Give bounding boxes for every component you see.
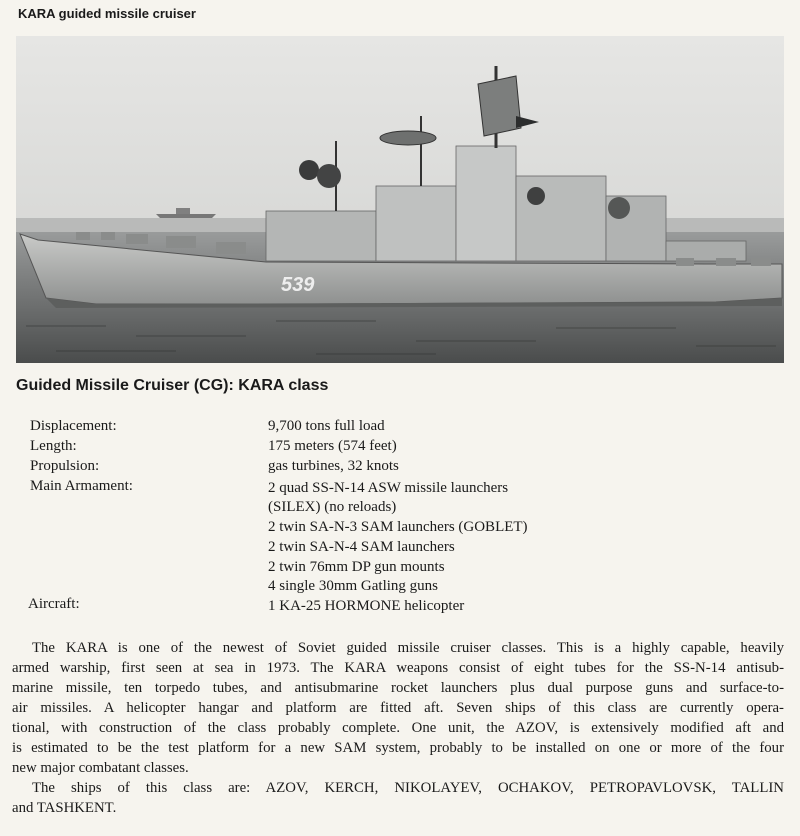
armament-item: 4 single 30mm Gatling guns xyxy=(268,578,438,594)
paragraph-line: marine missile, ten torpedo tubes, and antisubmarine rocket launchers plus dual purpose guns and surface-to- xyxy=(12,680,784,696)
photo-caption: KARA guided missile cruiser xyxy=(18,6,196,21)
hull-number: 539 xyxy=(281,274,315,296)
paragraph-line: new major combatant classes. xyxy=(12,760,189,776)
propulsion-value: gas turbines, 32 knots xyxy=(268,458,399,474)
length-value: 175 meters (574 feet) xyxy=(268,438,397,454)
armament-item: 2 quad SS-N-14 ASW missile launchers xyxy=(268,480,509,496)
displacement-label: Displacement: xyxy=(30,418,117,434)
paragraph-line: air missiles. A helicopter hangar and platform are fitted aft. Seven ships of this class are currently opera- xyxy=(12,700,784,716)
aircraft-value: 1 KA-25 HORMONE helicopter xyxy=(268,598,465,614)
page-title: Guided Missile Cruiser (CG): KARA class xyxy=(16,377,329,394)
armament-item: 2 twin 76mm DP gun mounts xyxy=(268,559,445,575)
ship-photograph xyxy=(16,36,784,363)
paragraph-line: The ships of this class are: AZOV, KERCH, NIKOLAYEV, OCHAKOV, PETROPAVLOVSK, TALLIN xyxy=(32,780,784,796)
paragraph-line: The KARA is one of the newest of Soviet guided missile cruiser classes. This is a highly capable, heavily xyxy=(32,640,784,656)
paragraph-line: armed warship, first seen at sea in 1973. The KARA weapons consist of eight tubes for the SS-N-14 antisub- xyxy=(12,660,784,676)
paragraph-line: tional, with construction of the class probably complete. One unit, the AZOV, is extensively modified aft and xyxy=(12,720,784,736)
paragraph-line: and TASHKENT. xyxy=(12,800,117,816)
propulsion-label: Propulsion: xyxy=(30,458,100,474)
armament-item: (SILEX) (no reloads) xyxy=(268,499,397,515)
armament-label: Main Armament: xyxy=(30,478,133,494)
aircraft-label: Aircraft: xyxy=(28,596,80,612)
armament-item: 2 twin SA-N-4 SAM launchers xyxy=(268,539,455,555)
ship-illustration xyxy=(16,36,784,363)
displacement-value: 9,700 tons full load xyxy=(268,418,385,434)
description-text xyxy=(12,638,784,818)
length-label: Length: xyxy=(30,438,77,454)
armament-item: 2 twin SA-N-3 SAM launchers (GOBLET) xyxy=(268,519,528,535)
paragraph-line: is estimated to be the test platform for a new SAM system, probably to be installed on one or more of the four xyxy=(12,740,784,756)
